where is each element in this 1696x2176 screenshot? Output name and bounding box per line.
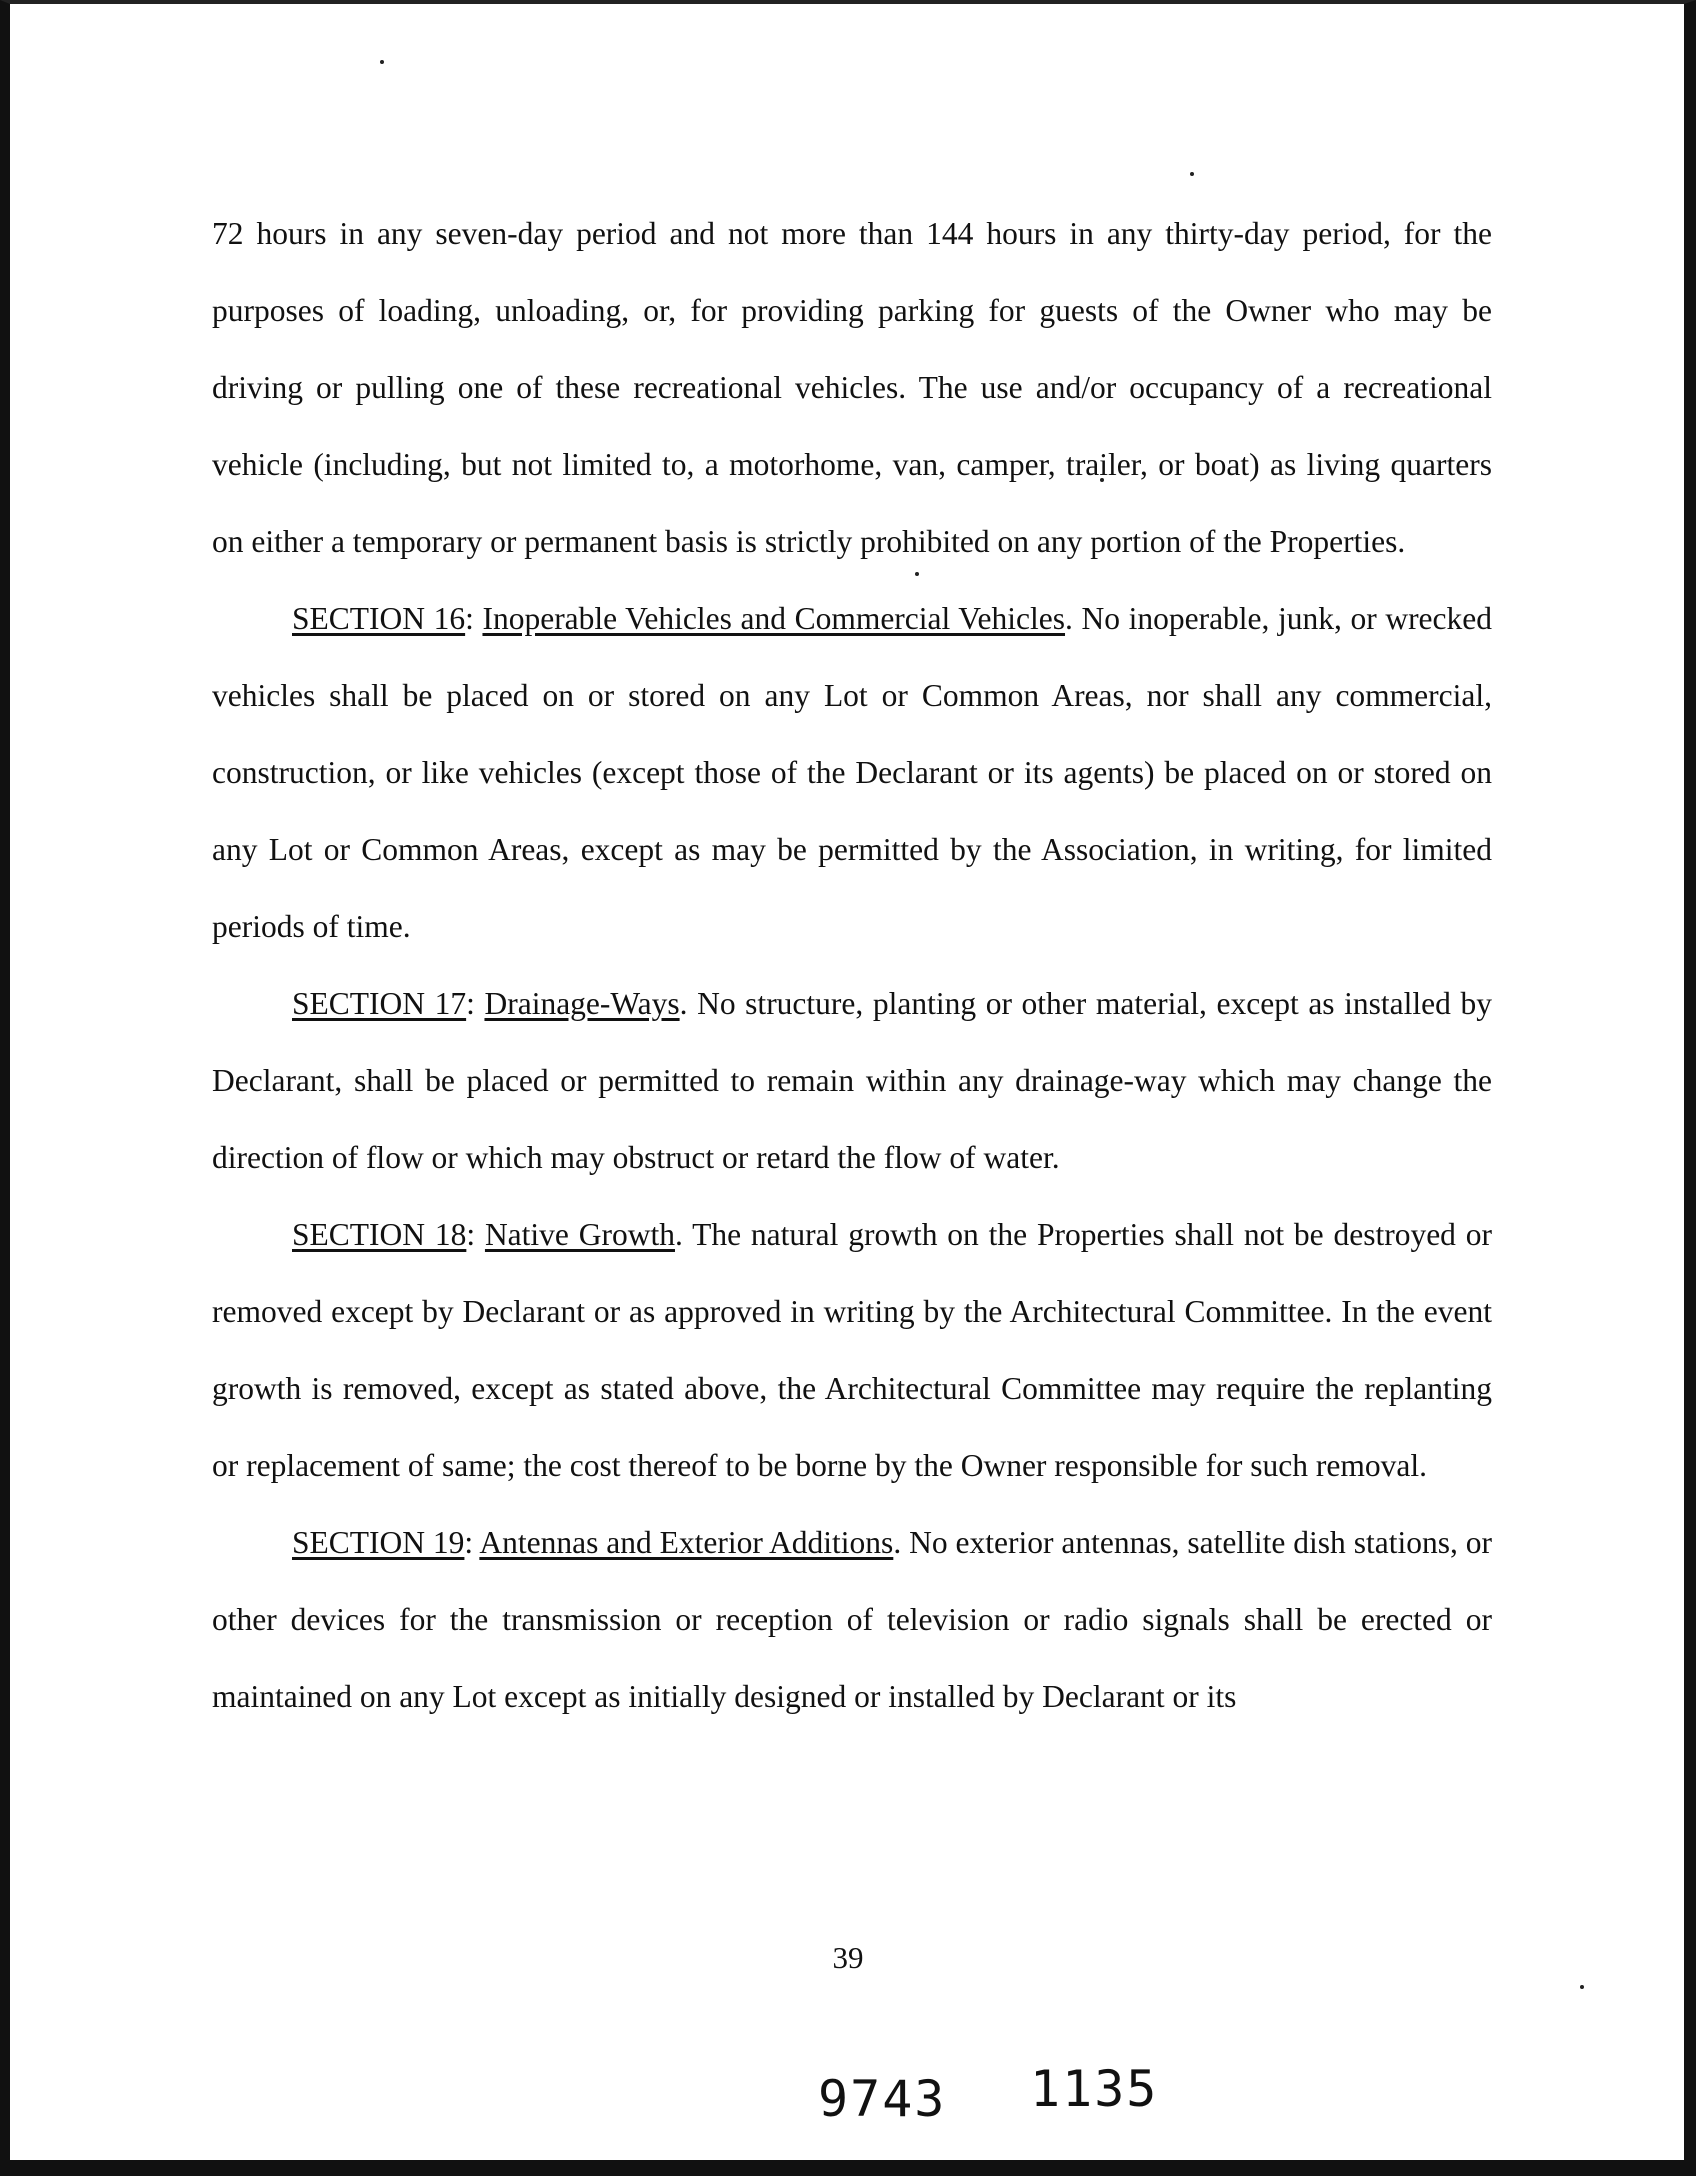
- section-17-number: SECTION 17: [292, 986, 467, 1021]
- section-19-number: SECTION 19: [292, 1525, 465, 1560]
- section-18-body: The natural growth on the Properties shall not be destroyed or removed except by Declarant or as approved in writing by the Architectural Committee. In the event growth is removed, except as stated above, the Architectural Committee may require the replanting or replacement of same; the cost thereof to be borne by the Owner responsible for such removal.: [212, 1217, 1493, 1483]
- document-page: [212, 195, 1492, 1735]
- intro-paragraph: 72 hours in any seven-day period and not more than 144 hours in any thirty-day period, for the purposes of loading, unloading, or, for providing parking for guests of the Owner who may be driving or pulling one of these recreational vehicles. The use and/or occupancy of a recreational vehicle (including, but not limited to, a motorhome, van, camper, trailer, or boat) as living quarters on either a temporary or permanent basis is strictly prohibited on any portion of the Properties.: [212, 216, 1492, 559]
- section-18-paragraph: SECTION 18: Native Growth. The natural growth on the Properties shall not be destroyed or removed except by Declarant or as approved in writing by the Architectural Committee. In the event growth is removed, except as stated above, the Architectural Committee may require the replanting or replacement of same; the cost thereof to be borne by the Owner responsible for such removal.: [212, 1217, 1493, 1483]
- section-16-title: Inoperable Vehicles and Commercial Vehicles: [482, 601, 1066, 636]
- section-17-paragraph: SECTION 17: Drainage-Ways. No structure, planting or other material, except as installed by Declarant, shall be placed or permitted to remain within any drainage-way which may change the direction of flow or which may obstruct or retard the flow of water.: [212, 986, 1492, 1175]
- recording-stamp-right: 1135: [1030, 2060, 1159, 2118]
- section-16-paragraph: SECTION 16: Inoperable Vehicles and Commercial Vehicles. No inoperable, junk, or wrecked vehicles shall be placed on or stored on any Lot or Common Areas, nor shall any commercial, construction, or like vehicles (except those of the Declarant or its agents) be placed on or stored on any Lot or Common Areas, except as may be permitted by the Association, in writing, for limited periods of time.: [212, 601, 1493, 944]
- section-16-body: No inoperable, junk, or wrecked vehicles shall be placed on or stored on any Lot or Common Areas, nor shall any commercial, construction, or like vehicles (except those of the Declarant or its agents) be placed on or stored on any Lot or Common Areas, except as may be permitted by the Association, in writing, for limited periods of time.: [212, 601, 1493, 944]
- scan-speck: [380, 60, 384, 64]
- scan-speck: [1580, 1985, 1584, 1989]
- section-19-body: No exterior antennas, satellite dish stations, or other devices for the transmission or reception of television or radio signals shall be erected or maintained on any Lot except as initially designed or installed by Declarant or its: [212, 1525, 1492, 1714]
- section-17-title: Drainage-Ways: [484, 986, 680, 1021]
- section-19-title: Antennas and Exterior Additions: [479, 1525, 894, 1560]
- page-number: 39: [832, 1940, 864, 1975]
- section-16-number: SECTION 16: [292, 601, 466, 636]
- section-19-paragraph: SECTION 19: Antennas and Exterior Additions. No exterior antennas, satellite dish stations, or other devices for the transmission or reception of television or radio signals shall be erected or maintained on any Lot except as initially designed or installed by Declarant or its: [212, 1525, 1492, 1714]
- section-17-body: No structure, planting or other material, except as installed by Declarant, shall be placed or permitted to remain within any drainage-way which may change the direction of flow or which may obstruct or retard the flow of water.: [212, 986, 1492, 1175]
- recording-stamp-left: 9743: [818, 2070, 947, 2128]
- section-18-number: SECTION 18: [292, 1217, 467, 1252]
- section-18-title: Native Growth: [484, 1217, 675, 1252]
- scan-speck: [1190, 172, 1194, 176]
